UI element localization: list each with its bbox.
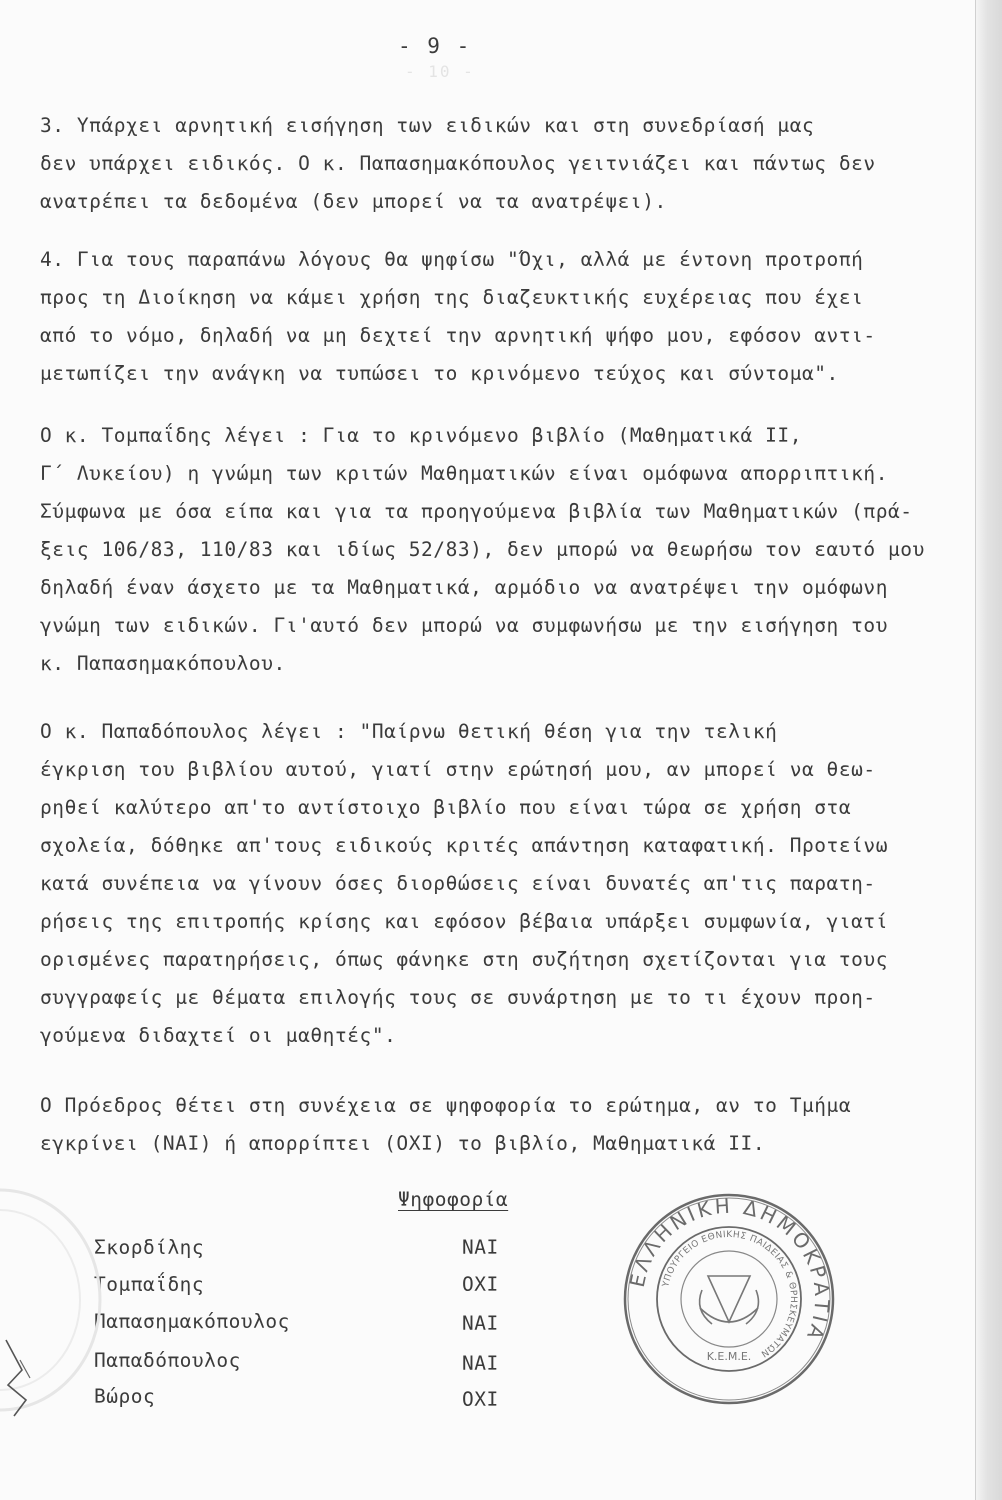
page-number: - 9 - xyxy=(398,34,472,58)
signature-mark-icon xyxy=(0,1330,40,1420)
text-line: συγγραφείς με θέματα επιλογής τους σε συνάρτηση με το τι έχουν προη- xyxy=(40,986,876,1009)
bleed-through-page-number: - 10 - xyxy=(405,62,475,81)
text-line: ορισμένες παρατηρήσεις, όπως φάνηκε στη συζήτηση σχετίζονται για τους xyxy=(40,948,889,971)
text-line: κατά συνέπεια να γίνουν όσες διορθώσεις είναι δυνατές απ'τις παρατη- xyxy=(40,872,876,895)
stamp-outer-text: ΕΛΛΗΝΙΚΗ ΔΗΜΟΚΡΑΤΙΑ xyxy=(624,1193,835,1346)
official-stamp-icon xyxy=(620,1190,838,1408)
text-line: κ. Παπασημακόπουλου. xyxy=(40,652,286,675)
text-line: ανατρέπει τα δεδομένα (δεν μπορεί να τα ανατρέψει). xyxy=(40,190,667,213)
page-edge-shadow xyxy=(975,0,1002,1500)
text-line: έγκριση του βιβλίου αυτού, γιατί στην ερώτησή μου, αν μπορεί να θεω- xyxy=(40,758,876,781)
vote-member-name: Βώρος xyxy=(94,1385,156,1408)
text-line: ξεις 106/83, 110/83 και ιδίως 52/83), δεν μπορώ να θεωρήσω τον εαυτό μου xyxy=(40,538,925,561)
vote-member-value: ΟΧΙ xyxy=(462,1388,499,1411)
text-line: γνώμη των ειδικών. Γι'αυτό δεν μπορώ να συμφωνήσω με την εισήγηση του xyxy=(40,614,889,637)
text-line: προς τη Διοίκηση να κάμει χρήση της διαζευκτικής ευχέρειας που έχει xyxy=(40,286,864,309)
text-line: ρηθεί καλύτερο απ'το αντίστοιχο βιβλίο που είναι τώρα σε χρήση στα xyxy=(40,796,852,819)
text-line: Σύμφωνα με όσα είπα και για τα προηγούμενα βιβλία των Μαθηματικών (πρά- xyxy=(40,500,913,523)
text-line: σχολεία, δόθηκε απ'τους ειδικούς κριτές απάντηση καταφατική. Προτείνω xyxy=(40,834,889,857)
text-line: Γ΄ Λυκείου) η γνώμη των κριτών Μαθηματικών είναι ομόφωνα απορριπτική. xyxy=(40,462,889,485)
text-line: 3. Υπάρχει αρνητική εισήγηση των ειδικών και στη συνεδρίασή μας xyxy=(40,114,815,137)
vote-heading: Ψηφοφορία xyxy=(398,1188,509,1211)
text-line: Ο Πρόεδρος θέτει στη συνέχεια σε ψηφοφορία το ερώτημα, αν το Τμήμα xyxy=(40,1094,852,1117)
text-line: δηλαδή έναν άσχετο με τα Μαθηματικά, αρμόδιο να ανατρέψει την ομόφωνη xyxy=(40,576,889,599)
vote-member-value: ΝΑΙ xyxy=(462,1352,499,1375)
text-line: εγκρίνει (ΝΑΙ) ή απορρίπτει (ΟΧΙ) το βιβλίο, Μαθηματικά ΙΙ. xyxy=(40,1132,766,1155)
text-line: Ο κ. Παπαδόπουλος λέγει : "Παίρνω θετική θέση για την τελική xyxy=(40,720,778,743)
text-line: 4. Για τους παραπάνω λόγους θα ψηφίσω "Όχι, αλλά με έντονη προτροπή xyxy=(40,248,864,271)
text-line: ρήσεις της επιτροπής κρίσης και εφόσον βέβαια υπάρξει συμφωνία, γιατί xyxy=(40,910,889,933)
text-line: από το νόμο, δηλαδή να μη δεχτεί την αρνητική ψήφο μου, εφόσον αντι- xyxy=(40,324,876,347)
vote-member-value: ΝΑΙ xyxy=(462,1236,499,1259)
vote-member-value: ΝΑΙ xyxy=(462,1312,499,1335)
vote-member-name: Παπαδόπουλος xyxy=(94,1349,241,1372)
text-line: Ο κ. Τομπαΐδης λέγει : Για το κρινόμενο βιβλίο (Μαθηματικά ΙΙ, xyxy=(40,424,802,447)
text-line: μετωπίζει την ανάγκη να τυπώσει το κρινόμενο τεύχος και σύντομα". xyxy=(40,362,839,385)
vote-member-name: Σκορδίλης xyxy=(94,1236,205,1259)
vote-member-value: ΟΧΙ xyxy=(462,1273,499,1296)
text-line: γούμενα διδαχτεί οι μαθητές". xyxy=(40,1024,397,1047)
vote-member-name: Παπασημακόπουλος xyxy=(94,1310,290,1333)
stamp-bottom-text: Κ.Ε.Μ.Ε. xyxy=(706,1350,752,1363)
stamp-inner-text: ΥΠΟΥΡΓΕΙΟ ΕΘΝΙΚΗΣ ΠΑΙΔΕΙΑΣ & ΘΡΗΣΚΕΥΜΑΤΩΝ xyxy=(661,1229,799,1359)
text-line: δεν υπάρχει ειδικός. Ο κ. Παπασημακόπουλος γειτνιάζει και πάντως δεν xyxy=(40,152,876,175)
vote-member-name: Τομπαΐδης xyxy=(94,1273,205,1296)
